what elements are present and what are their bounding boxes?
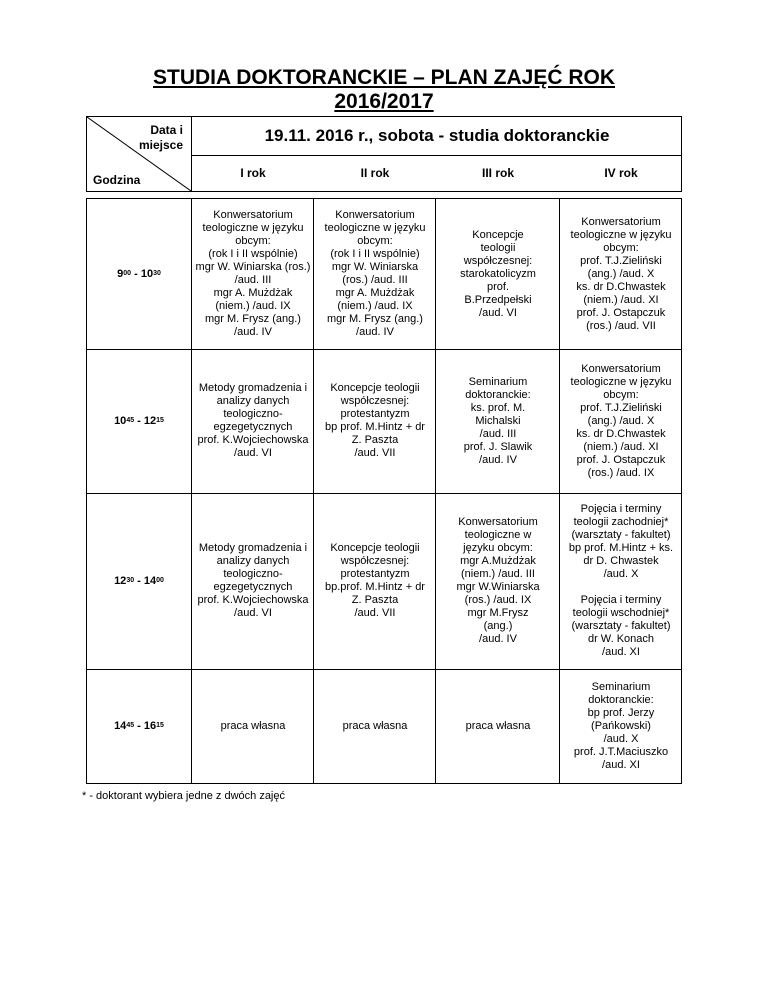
year-1-header: I rok (240, 166, 266, 180)
table-header (86, 116, 682, 192)
time-start: 12 (114, 574, 127, 587)
time-start: 14 (114, 719, 127, 732)
time-slot: 10 45 - 12 15 (114, 414, 164, 427)
table-row (87, 669, 681, 783)
time-end: 16 (143, 719, 157, 732)
class-cell: Pojęcia i terminy teologii zachodniej* (warsztaty - fakultet) bp prof. M.Hintz + ks. dr D. Chwastek /aud. X Pojęcia i terminy teologii wschodniej* (warsztaty - fakultet) dr W. Konach /aud. XI (559, 493, 682, 669)
year-3-header: III rok (481, 166, 514, 180)
time-end: 12 (143, 414, 157, 427)
class-cell: Koncepcje teologii współczesnej: protestantyzm bp.prof. M.Hintz + dr Z. Paszta /aud. VII (313, 493, 436, 669)
title-line-2: 2016/2017 (334, 90, 434, 113)
header-corner (87, 117, 192, 191)
class-cell: Konwersatorium teologiczne w języku obcym: (rok I i II wspólnie) mgr W. Winiarska (ros.) /aud. III mgr A. Mużdżak (niem.) /aud. IX mgr M. Frysz (ang.) /aud. IV (191, 199, 314, 349)
time-slot: 9 00 - 10 30 (117, 267, 161, 280)
class-cell: Konwersatorium teologiczne w języku obcym: prof. T.J.Zieliński (ang.) /aud. X ks. dr D.Chwastek (niem.) /aud. XI prof. J. Ostapczuk (ros.) /aud. IX (559, 349, 682, 493)
footnote: * - doktorant wybiera jedne z dwóch zajęć (82, 790, 285, 802)
time-slot: 12 30 - 14 00 (114, 574, 164, 587)
page-title (0, 66, 768, 114)
class-cell: praca własna (313, 669, 436, 783)
class-cell: Konwersatorium teologiczne w języku obcym: (rok I i II wspólnie) mgr W. Winiarska (ros.) /aud. III mgr A. Mużdżak (niem.) /aud. IX mgr M. Frysz (ang.) /aud. IV (313, 199, 436, 349)
time-end: 10 (140, 267, 154, 280)
class-cell: Koncepcje teologii współczesnej: protestantyzm bp prof. M.Hintz + dr Z. Paszta /aud. VII (313, 349, 436, 493)
table-row (87, 493, 681, 670)
schedule-table (86, 198, 682, 784)
class-cell: Konwersatorium teologiczne w języku obcym: mgr A.Mużdżak (niem.) /aud. III mgr W.Winiarska (ros.) /aud. IX mgr M.Frysz (ang.) /aud. IV (435, 493, 560, 669)
corner-hour-label: Godzina (93, 173, 141, 187)
corner-date-place-label: Data i miejsce (138, 123, 183, 152)
class-cell: Seminarium doktoranckie: ks. prof. M. Michalski /aud. III prof. J. Slawik /aud. IV (435, 349, 560, 493)
year-4-header: IV rok (604, 166, 638, 180)
table-row (87, 199, 681, 350)
class-cell: Seminarium doktoranckie: bp prof. Jerzy (Pańkowski) /aud. X prof. J.T.Maciuszko /aud. XI (559, 669, 682, 783)
class-cell: Konwersatorium teologiczne w języku obcym: prof. T.J.Zieliński (ang.) /aud. X ks. dr D.Chwastek (niem.) /aud. XI prof. J. Ostapczuk (ros.) /aud. VII (559, 199, 682, 349)
class-cell: praca własna (191, 669, 314, 783)
time-start: 10 (114, 414, 127, 427)
table-row (87, 349, 681, 494)
time-start: 9 (117, 267, 124, 280)
class-cell: praca własna (435, 669, 560, 783)
year-2-header: II rok (360, 166, 390, 180)
class-cell: Metody gromadzenia i analizy danych teologiczno- egzegetycznych prof. K.Wojciechowska /aud. VI (191, 493, 314, 669)
title-line-1: STUDIA DOKTORANCKIE – PLAN ZAJĘĆ ROK (152, 66, 616, 89)
time-end: 14 (143, 574, 157, 587)
class-cell: Metody gromadzenia i analizy danych teologiczno- egzegetycznych prof. K.Wojciechowska /aud. VI (191, 349, 314, 493)
class-cell: Koncepcje teologii współczesnej: starokatolicyzm prof. B.Przedpełski /aud. VI (435, 199, 560, 349)
schedule-date: 19.11. 2016 r., sobota - studia doktoranckie (192, 117, 682, 156)
time-slot: 14 45 - 16 15 (114, 719, 164, 732)
